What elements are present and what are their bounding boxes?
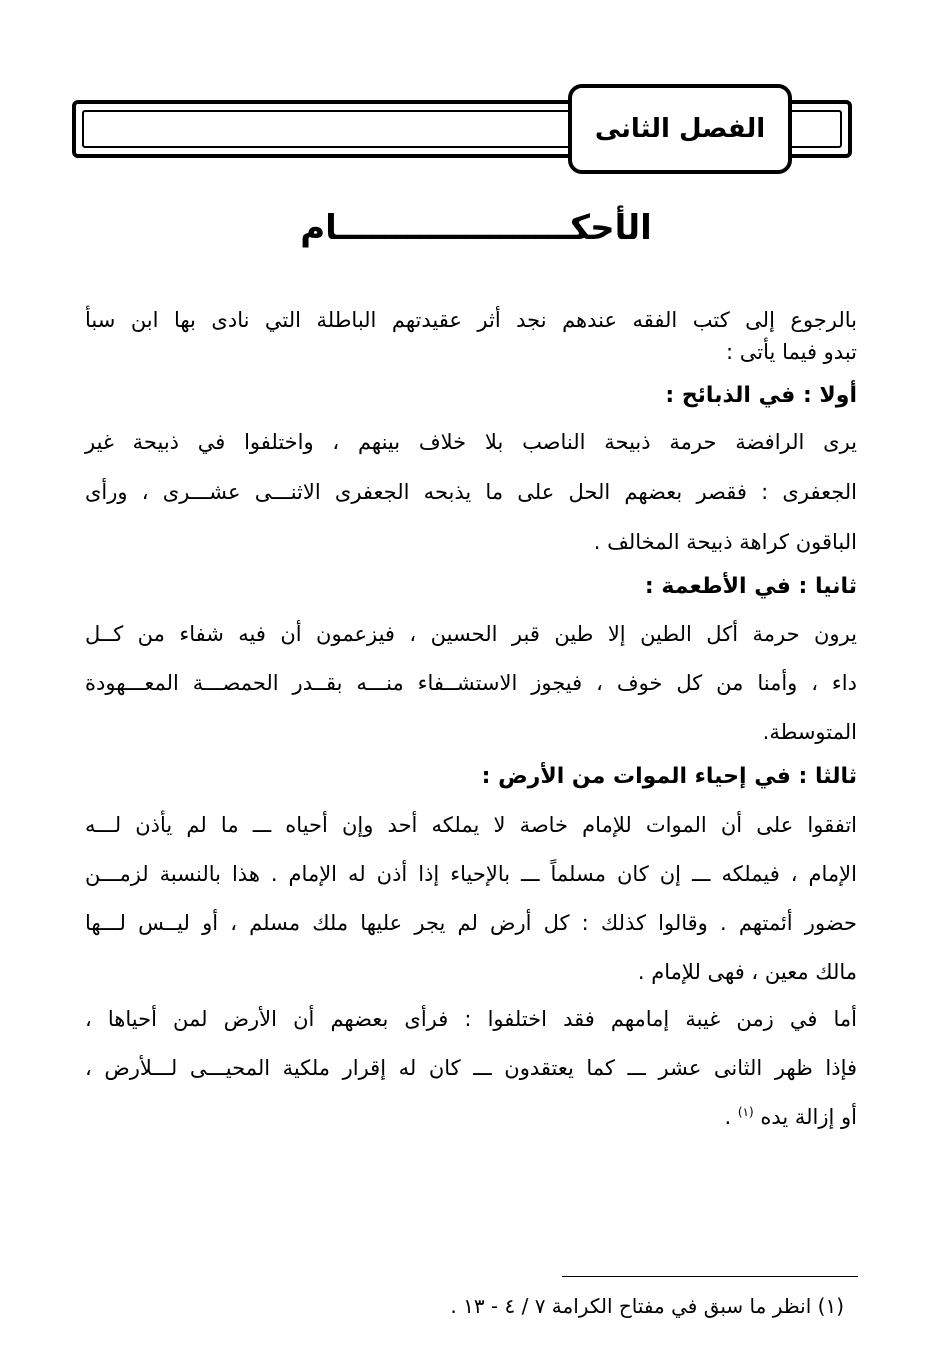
footnote-reference: (١) bbox=[737, 1105, 754, 1119]
dead-land-line-1: اتفقوا على أن الموات للإمام خاصة لا يملكه أحد وإن أحياه ـــ ما لم يأذن لـــه bbox=[85, 813, 857, 837]
foods-line-2: داء ، وأمنا من كل خوف ، فيجوز الاستشــفاء منـــه بقــدر الحمصـــة المعـــهودة bbox=[85, 671, 857, 695]
intro-line-1: بالرجوع إلى كتب الفقه عندهم نجد أثر عقيدتهم الباطلة التي نادى بها ابن سبأ bbox=[85, 308, 857, 332]
footnote: (١) انظر ما سبق في مفتاح الكرامة ٧ / ٤ - ١٣ . bbox=[450, 1294, 844, 1318]
foods-line-1: يرون حرمة أكل الطين إلا طين قبر الحسين ، فيزعمون أن فيه شفاء من كــل bbox=[85, 622, 857, 646]
heading-slaughter: أولا : في الذبائح : bbox=[665, 383, 857, 408]
intro-line-2: تبدو فيما يأتى : bbox=[726, 340, 857, 364]
section-title: الأحكــــــــــــــــــــام bbox=[300, 208, 652, 248]
heading-foods: ثانيا : في الأطعمة : bbox=[644, 574, 857, 599]
dead-land-line-6: فإذا ظهر الثانى عشر ـــ كما يعتقدون ـــ كان له إقرار ملكية المحيـــى لـــلأرض ، bbox=[85, 1056, 857, 1080]
slaughter-line-3: الباقون كراهة ذبيحة المخالف . bbox=[593, 530, 857, 554]
footnote-divider bbox=[562, 1276, 858, 1277]
dead-land-line-7-end: . bbox=[724, 1105, 732, 1129]
dead-land-line-5: أما في زمن غيبة إمامهم فقد اختلفوا : فرأى بعضهم أن الأرض لمن أحياها ، bbox=[85, 1007, 857, 1031]
dead-land-line-4: مالك معين ، فهى للإمام . bbox=[637, 960, 857, 984]
slaughter-line-1: يرى الرافضة حرمة ذبيحة الناصب بلا خلاف بينهم ، واختلفوا في ذبيحة غير bbox=[85, 430, 857, 454]
chapter-label: الفصل الثانى bbox=[568, 84, 792, 174]
dead-land-line-2: الإمام ، فيملكه ـــ إن كان مسلماً ـــ بالإحياء إذا أذن له الإمام . هذا بالنسبة لزمـــن bbox=[85, 862, 857, 886]
heading-dead-land: ثالثا : في إحياء الموات من الأرض : bbox=[481, 764, 857, 789]
foods-line-3: المتوسطة. bbox=[762, 720, 857, 744]
dead-land-line-3: حضور أئمتهم . وقالوا كذلك : كل أرض لم يجر عليها ملك مسلم ، أو ليــس لـــها bbox=[85, 911, 857, 935]
dead-land-line-7 bbox=[85, 1105, 857, 1129]
dead-land-line-7-text: أو إزالة يده bbox=[760, 1105, 857, 1129]
slaughter-line-2: الجعفرى : فقصر بعضهم الحل على ما يذبحه الجعفرى الاثنـــى عشـــرى ، ورأى bbox=[85, 480, 857, 504]
